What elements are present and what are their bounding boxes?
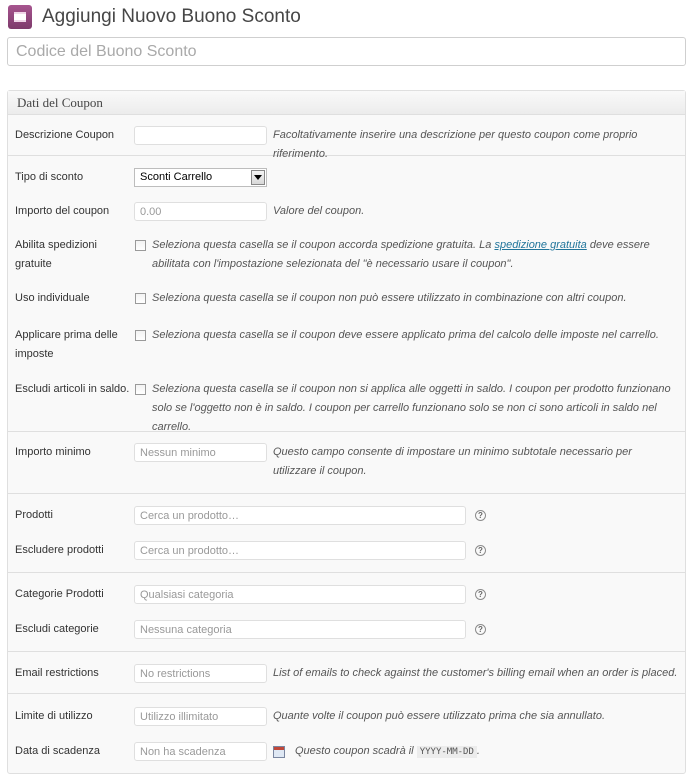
email-restrictions-help: List of emails to check against the customer's billing email when an order is placed. [273, 667, 678, 679]
free-shipping-link[interactable]: spedizione gratuita [494, 239, 587, 251]
product-categories-input[interactable] [134, 585, 466, 604]
section-email [8, 652, 685, 694]
apply-before-tax-label: Applicare prima delle imposte [15, 329, 118, 360]
section-description [8, 115, 685, 160]
products-input[interactable] [134, 506, 466, 525]
section-categories [8, 573, 685, 652]
free-shipping-help [152, 236, 672, 274]
section-discount [8, 156, 685, 432]
description-input[interactable] [134, 126, 267, 145]
usage-limit-help: Quante volte il coupon può essere utilizzato prima che sia annullato. [273, 710, 606, 722]
usage-limit-input[interactable] [134, 707, 267, 726]
free-shipping-label: Abilita spedizioni gratuite [15, 239, 97, 270]
page-header [8, 4, 301, 30]
discount-type-label: Tipo di sconto [15, 171, 84, 183]
minimum-amount-help: Questo campo consente di impostare un minimo subtotale necessario per utilizzare il coupon. [273, 446, 632, 477]
expiry-date-label: Data di scadenza [15, 745, 100, 757]
apply-before-tax-checkbox[interactable] [135, 330, 146, 341]
section-usage [8, 694, 685, 773]
date-format: YYYY-MM-DD [417, 746, 477, 758]
coupon-amount-input[interactable] [134, 202, 267, 221]
coupon-amount-help: Valore del coupon. [273, 205, 365, 217]
exclude-categories-input[interactable] [134, 620, 466, 639]
exclude-sale-checkbox[interactable] [135, 384, 146, 395]
description-help: Facoltativamente inserire una descrizione per questo coupon come proprio riferimento. [273, 129, 638, 160]
free-shipping-help-before: Seleziona questa casella se il coupon accorda spedizione gratuita. La [152, 239, 495, 251]
exclude-sale-help: Seleziona questa casella se il coupon non si applica alle oggetti in saldo. I coupon per prodotto funzionano solo se l'oggetto non è in saldo. I coupon per carrello funzionano solo se non ci sono articoli in saldo nel carrello. [152, 383, 671, 433]
calendar-icon[interactable] [273, 746, 285, 758]
discount-type-select[interactable] [134, 168, 267, 187]
email-restrictions-label: Email restrictions [15, 667, 99, 679]
individual-use-help: Seleziona questa casella se il coupon non può essere utilizzato in combinazione con altri coupon. [152, 292, 627, 304]
minimum-amount-label: Importo minimo [15, 446, 91, 458]
apply-before-tax-help: Seleziona questa casella se il coupon deve essere applicato prima del calcolo delle imposte nel carrello. [152, 329, 659, 341]
email-restrictions-input[interactable] [134, 664, 267, 683]
free-shipping-help-after: deve essere abilitata con l'impostazione selezionata del "è necessario usare il coupon". [152, 239, 650, 270]
coupon-data-panel [7, 90, 686, 774]
individual-use-label: Uso individuale [15, 292, 90, 304]
section-products [8, 494, 685, 573]
page-title: Aggiungi Nuovo Buono Sconto [42, 6, 301, 27]
expiry-date-help-before: Questo coupon scadrà il [295, 745, 417, 757]
products-label: Prodotti [15, 509, 53, 521]
exclude-sale-label: Escludi articoli in saldo. [15, 383, 130, 395]
exclude-products-input[interactable] [134, 541, 466, 560]
exclude-categories-label: Escludi categorie [15, 623, 99, 635]
free-shipping-checkbox[interactable] [135, 240, 146, 251]
expiry-date-help [295, 742, 480, 762]
products-help-icon[interactable]: ? [475, 510, 486, 521]
section-minimum [8, 432, 685, 494]
coupon-amount-label: Importo del coupon [15, 205, 110, 217]
product-categories-help-icon[interactable]: ? [475, 589, 486, 600]
discount-type-value: Sconti Carrello [140, 171, 213, 183]
expiry-date-help-after: . [476, 745, 480, 757]
expiry-date-input[interactable] [134, 742, 267, 761]
panel-title: Dati del Coupon [8, 91, 685, 115]
individual-use-checkbox[interactable] [135, 293, 146, 304]
exclude-products-label: Escludere prodotti [15, 544, 104, 556]
minimum-amount-input[interactable] [134, 443, 267, 462]
exclude-categories-help-icon[interactable]: ? [475, 624, 486, 635]
chevron-down-icon[interactable] [251, 170, 265, 185]
coupon-code-input[interactable] [7, 37, 686, 66]
description-label: Descrizione Coupon [15, 129, 115, 141]
exclude-products-help-icon[interactable]: ? [475, 545, 486, 556]
product-categories-label: Categorie Prodotti [15, 588, 104, 600]
coupon-icon [8, 5, 32, 29]
usage-limit-label: Limite di utilizzo [15, 710, 93, 722]
